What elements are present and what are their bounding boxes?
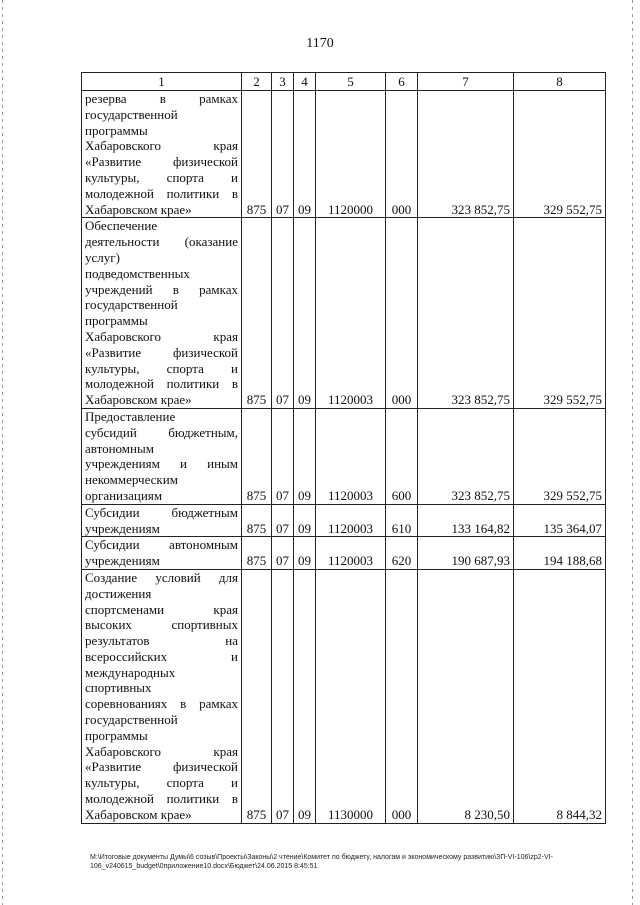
description-line: Хабаровском крае»: [85, 806, 192, 822]
description-line: Предоставление: [85, 408, 176, 424]
expense-type-code: 000: [386, 569, 418, 823]
amount-year-1: 323 852,75: [418, 408, 514, 504]
row-description: [82, 408, 242, 504]
table-row: [82, 91, 606, 218]
description-line: всероссийских и: [85, 648, 238, 664]
section-code: 07: [272, 218, 294, 409]
column-header-3: 3: [272, 73, 294, 91]
table-row: [82, 569, 606, 823]
ministry-code: 875: [242, 537, 272, 570]
table-row: [82, 218, 606, 409]
subsection-code: 09: [294, 537, 316, 570]
target-article-code: 1120003: [316, 537, 386, 570]
table-row: [82, 408, 606, 504]
description-line: резерва в рамках: [85, 91, 238, 106]
amount-year-1: 190 687,93: [418, 537, 514, 570]
amount-year-2: 329 552,75: [514, 408, 606, 504]
description-line: программы: [85, 122, 148, 138]
budget-table: [81, 72, 606, 824]
description-line: Хабаровском крае»: [85, 201, 192, 217]
column-header-1: 1: [82, 73, 242, 91]
row-description: [82, 569, 242, 823]
description-line: Хабаровского края: [85, 743, 238, 759]
target-article-code: 1120003: [316, 408, 386, 504]
subsection-code: 09: [294, 91, 316, 218]
ministry-code: 875: [242, 408, 272, 504]
section-code: 07: [272, 408, 294, 504]
row-description: [82, 504, 242, 537]
column-header-2: 2: [242, 73, 272, 91]
description-line: «Развитие физической: [85, 344, 238, 360]
column-header-8: 8: [514, 73, 606, 91]
scan-edge-left: [2, 0, 3, 905]
amount-year-1: 323 852,75: [418, 91, 514, 218]
description-line: деятельности (оказание: [85, 234, 238, 250]
description-line: культуры, спорта и: [85, 169, 238, 185]
file-path-footer: [90, 853, 610, 871]
amount-year-2: 329 552,75: [514, 218, 606, 409]
header-row: [82, 73, 606, 91]
description-line: субсидий бюджетным,: [85, 424, 238, 440]
target-article-code: 1130000: [316, 569, 386, 823]
subsection-code: 09: [294, 408, 316, 504]
description-line: результатов на: [85, 633, 238, 649]
description-line: государственной: [85, 712, 178, 728]
ministry-code: 875: [242, 91, 272, 218]
description-line: автономным: [85, 440, 154, 456]
description-line: Субсидии автономным: [85, 537, 238, 553]
description-line: молодежной политики в: [85, 376, 238, 392]
description-line: Создание условий для: [85, 569, 238, 585]
target-article-code: 1120003: [316, 218, 386, 409]
description-line: спортивных: [85, 680, 152, 696]
ministry-code: 875: [242, 569, 272, 823]
amount-year-1: 323 852,75: [418, 218, 514, 409]
row-description: [82, 218, 242, 409]
amount-year-1: 8 230,50: [418, 569, 514, 823]
section-code: 07: [272, 91, 294, 218]
subsection-code: 09: [294, 569, 316, 823]
target-article-code: 1120003: [316, 504, 386, 537]
description-line: соревнованиях в рамках: [85, 696, 238, 712]
expense-type-code: 000: [386, 218, 418, 409]
description-line: программы: [85, 727, 148, 743]
subsection-code: 09: [294, 218, 316, 409]
description-line: высоких спортивных: [85, 617, 238, 633]
table-row: [82, 504, 606, 537]
description-line: молодежной политики в: [85, 185, 238, 201]
expense-type-code: 610: [386, 504, 418, 537]
description-line: учреждениям: [85, 520, 160, 536]
description-line: международных: [85, 664, 176, 680]
amount-year-2: 8 844,32: [514, 569, 606, 823]
description-line: культуры, спорта и: [85, 360, 238, 376]
scan-edge-right: [632, 0, 633, 905]
section-code: 07: [272, 537, 294, 570]
description-line: «Развитие физической: [85, 154, 238, 170]
description-line: достижения: [85, 585, 152, 601]
table-row: [82, 537, 606, 570]
amount-year-2: 329 552,75: [514, 91, 606, 218]
description-line: спортсменами края: [85, 601, 238, 617]
expense-type-code: 620: [386, 537, 418, 570]
ministry-code: 875: [242, 504, 272, 537]
subsection-code: 09: [294, 504, 316, 537]
description-line: государственной: [85, 297, 178, 313]
description-line: «Развитие физической: [85, 759, 238, 775]
description-line: программы: [85, 313, 148, 329]
description-line: государственной: [85, 106, 178, 122]
description-line: учреждениям и иным: [85, 456, 238, 472]
ministry-code: 875: [242, 218, 272, 409]
expense-type-code: 000: [386, 91, 418, 218]
description-line: Хабаровского края: [85, 138, 238, 154]
column-header-7: 7: [418, 73, 514, 91]
description-line: подведомственных: [85, 265, 190, 281]
description-line: Обеспечение: [85, 218, 158, 234]
footer-line-2: 106_v240615_budget\0приложение10.docx\Бюджет\24.06.2015 8:45:51: [90, 863, 318, 870]
column-header-4: 4: [294, 73, 316, 91]
description-line: организациям: [85, 487, 163, 503]
amount-year-2: 135 364,07: [514, 504, 606, 537]
target-article-code: 1120000: [316, 91, 386, 218]
description-line: Хабаровском крае»: [85, 392, 192, 408]
amount-year-2: 194 188,68: [514, 537, 606, 570]
description-line: некоммерческим: [85, 472, 178, 488]
section-code: 07: [272, 569, 294, 823]
page-number: 1170: [306, 36, 334, 51]
description-line: услуг): [85, 249, 120, 265]
footer-line-1: M:\Итоговые документы Думы\6 созыв\Проекты\Законы\2 чтение\Комитет по бюджету, налогам и экономическому развитию\ЗП-VI-106\zp2-VI-: [90, 854, 553, 861]
section-code: 07: [272, 504, 294, 537]
description-line: Субсидии бюджетным: [85, 504, 238, 520]
row-description: [82, 537, 242, 570]
description-line: молодежной политики в: [85, 791, 238, 807]
column-header-5: 5: [316, 73, 386, 91]
amount-year-1: 133 164,82: [418, 504, 514, 537]
description-line: учреждениям: [85, 553, 160, 569]
row-description: [82, 91, 242, 218]
expense-type-code: 600: [386, 408, 418, 504]
column-header-6: 6: [386, 73, 418, 91]
description-line: культуры, спорта и: [85, 775, 238, 791]
table-body: [82, 91, 606, 824]
description-line: учреждений в рамках: [85, 281, 238, 297]
description-line: Хабаровского края: [85, 328, 238, 344]
